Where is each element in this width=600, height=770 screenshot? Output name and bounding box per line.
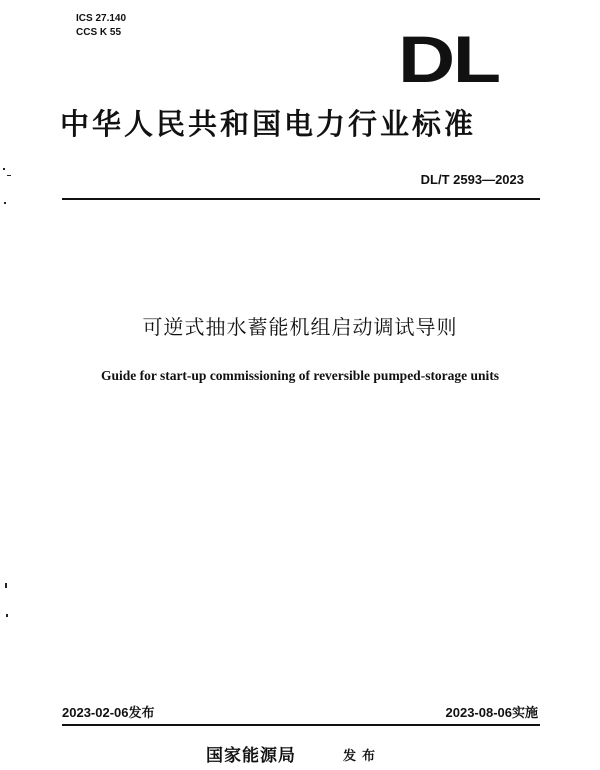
scan-speck bbox=[6, 614, 8, 617]
footer-divider bbox=[62, 724, 540, 726]
implementation-date: 2023-08-06实施 bbox=[445, 705, 538, 720]
scan-speck bbox=[4, 202, 6, 204]
scan-speck bbox=[3, 168, 5, 170]
standard-category-title: 中华人民共和国电力行业标准 bbox=[60, 107, 477, 141]
scan-speck bbox=[5, 583, 7, 588]
release-date: 2023-02-06发布 bbox=[62, 705, 155, 720]
header-divider bbox=[62, 198, 540, 200]
standard-number: DL/T 2593—2023 bbox=[420, 172, 524, 187]
document-title-english: Guide for start-up commissioning of reversible pumped-storage units bbox=[100, 368, 500, 383]
issuing-authority: 国家能源局 bbox=[206, 746, 296, 766]
ics-code: ICS 27.140 bbox=[76, 13, 127, 24]
scan-speck bbox=[7, 175, 11, 176]
publish-label: 发布 bbox=[343, 749, 382, 764]
ccs-code: CCS K 55 bbox=[76, 27, 122, 38]
document-title-chinese: 可逆式抽水蓄能机组启动调试导则 bbox=[142, 315, 458, 339]
dl-logo: DL bbox=[398, 22, 499, 96]
